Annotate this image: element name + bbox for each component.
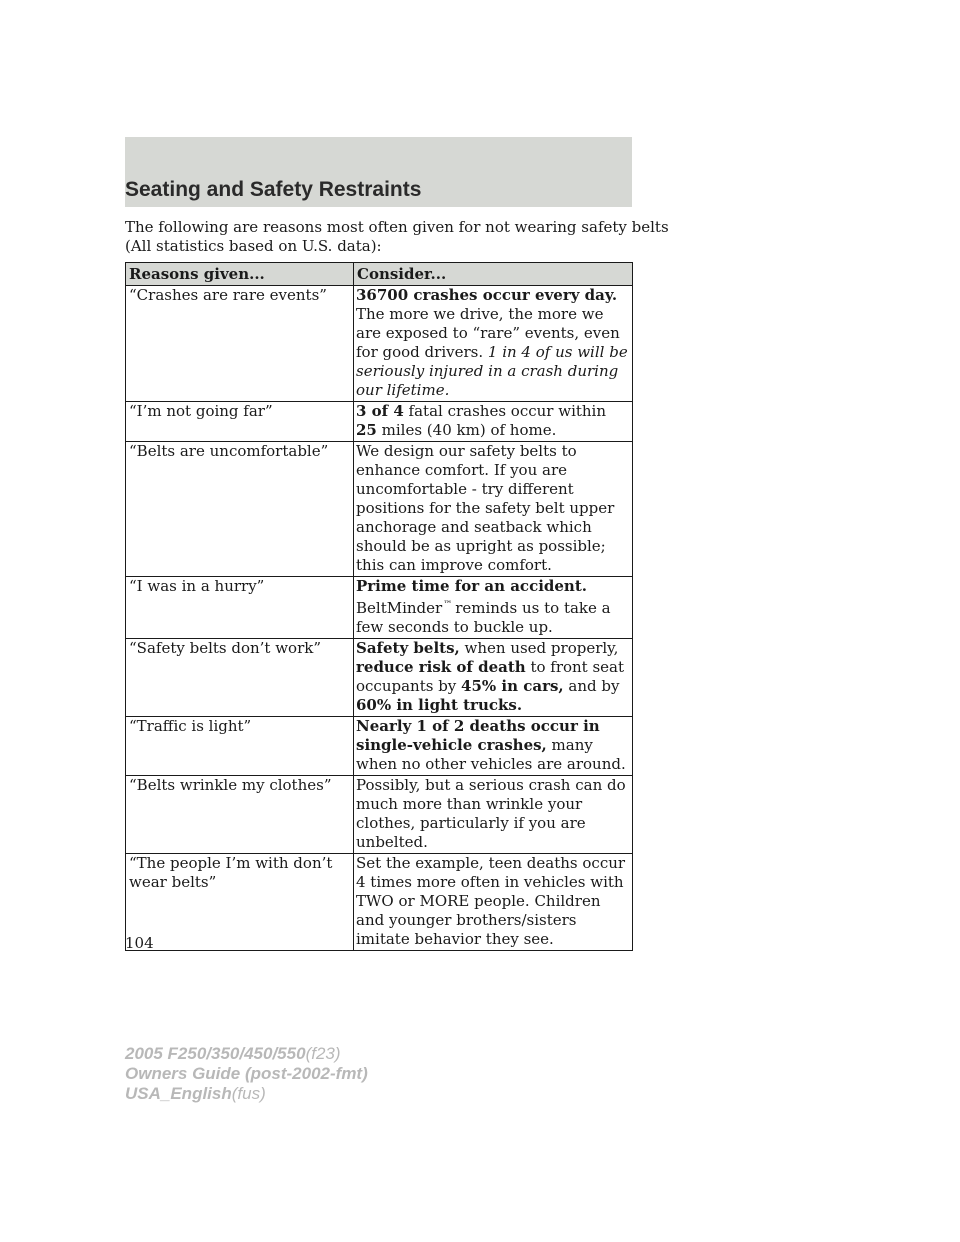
consider-text: miles (40 km) of home. [376,421,557,439]
trademark-mark: ™ [443,600,453,610]
table-row [126,776,633,854]
consider-cell [354,577,633,639]
reason-cell: “Crashes are rare events” [126,286,354,402]
intro-paragraph [125,218,669,256]
consider-text: 45% in cars, [461,677,564,695]
consider-text: reduce risk of death [356,658,526,676]
consider-cell [354,442,633,577]
reason-cell: “Belts wrinkle my clothes” [126,776,354,854]
intro-line: The following are reasons most often given for not wearing safety belts [125,218,669,236]
consider-text: 25 [356,421,377,439]
consider-text: fatal crashes occur within [403,402,607,420]
table-row [126,854,633,951]
consider-text: Safety belts, [356,639,460,657]
consider-text: Possibly, but a serious crash can do much more than wrinkle your clothes, particularly if you are unbelted. [356,776,626,851]
footer-model: 2005 F250/350/450/550 [125,1044,306,1063]
consider-text: and by [563,677,620,695]
page-number: 104 [125,934,154,952]
column-header-consider: Consider... [354,263,633,286]
intro-line: (All statistics based on U.S. data): [125,237,382,255]
reason-cell: “Belts are uncomfortable” [126,442,354,577]
footer-model-code: (f23) [305,1044,341,1063]
reason-cell: “Safety belts don’t work” [126,639,354,717]
consider-text: reminds us to take a few seconds to buckle up. [356,599,611,636]
reason-cell: “I’m not going far” [126,402,354,442]
footer-language: USA_English [125,1084,232,1103]
table-row [126,577,633,639]
table-header-row [126,263,633,286]
consider-text: We design our safety belts to enhance comfort. If you are uncomfortable - try different positions for the safety belt upper anchorage and seatback which should be as upright as possible; this can improve comfort. [356,442,615,574]
consider-text: Set the example, teen deaths occur 4 times more often in vehicles with TWO or MORE people. Children and younger brothers/sisters imitate behavior they see. [356,854,626,948]
consider-cell [354,286,633,402]
table-row [126,402,633,442]
consider-text: 3 of 4 [356,402,404,420]
consider-text: The more we drive, the more we are exposed to “rare” events, even for good drivers. [356,305,620,361]
consider-text: when used properly, [459,639,619,657]
consider-text: BeltMinder [356,599,443,617]
document-footer [125,1044,368,1104]
consider-text: many when no other vehicles are around. [356,736,626,773]
consider-text: Nearly 1 of 2 deaths occur in single-vehicle crashes, [356,717,600,754]
consider-text: 36700 crashes occur every day. [356,286,618,304]
consider-cell [354,776,633,854]
table-row [126,717,633,776]
footer-guide: Owners Guide (post-2002-fmt) [125,1064,368,1083]
table-row [126,286,633,402]
reason-cell: “The people I’m with don’t wear belts” [126,854,354,951]
consider-text: to front seat occupants by [356,658,625,695]
table-row [126,442,633,577]
consider-cell [354,854,633,951]
reasons-table [125,262,633,951]
footer-language-code: (fus) [231,1084,266,1103]
reason-cell: “I was in a hurry” [126,577,354,639]
consider-text: 60% in light trucks. [356,696,523,714]
consider-cell [354,717,633,776]
reason-cell: “Traffic is light” [126,717,354,776]
footer-line-language [125,1084,368,1104]
consider-cell [354,402,633,442]
column-header-reasons: Reasons given... [126,263,354,286]
footer-line-model [125,1044,368,1064]
table-row [126,639,633,717]
consider-text: Prime time for an accident. [356,577,587,595]
section-title: Seating and Safety Restraints [125,178,422,201]
consider-text: 1 in 4 of us will be seriously injured in a crash during our lifetime. [356,343,628,399]
footer-line-guide [125,1064,368,1084]
consider-cell [354,639,633,717]
